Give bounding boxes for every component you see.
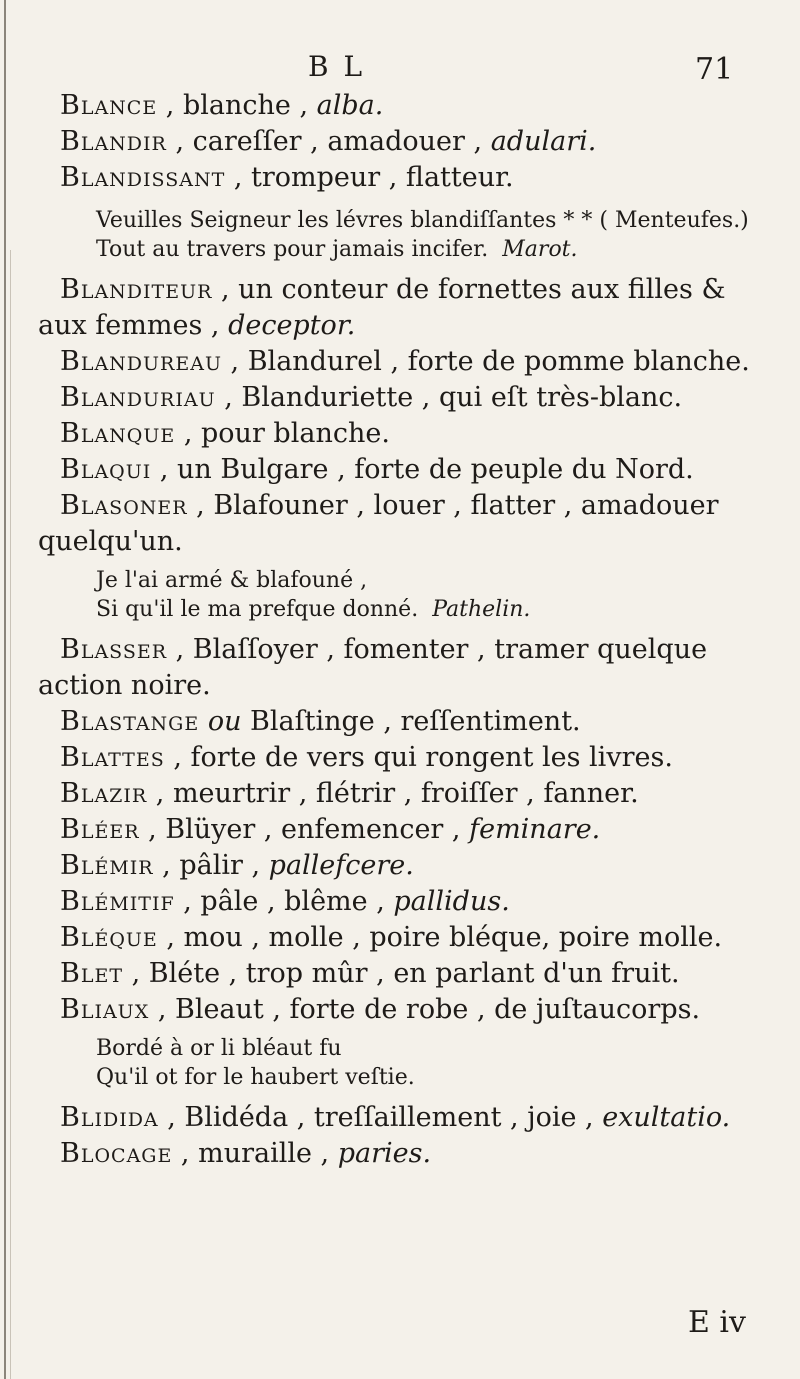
entry-blemir: Blémir , pâlir , pallefcere. bbox=[60, 850, 414, 881]
entry-bleque: Bléque , mou , molle , poire bléque, poire molle. bbox=[60, 922, 723, 953]
entry-blandir: Blandir , careſſer , amadouer , adulari. bbox=[60, 126, 597, 157]
quote-marot: Veuilles Seigneur les lévres blandiſſantes * * ( Menteufes.) Tout au travers pour jamais incifer. Marot. bbox=[96, 208, 749, 262]
entry-blazir: Blazir , meurtrir , flétrir , froiſſer , fanner. bbox=[60, 778, 639, 809]
signature-mark: E iv bbox=[688, 1305, 746, 1340]
entry-blasoner: Blasoner , Blafouner , louer , flatter , amadouer quelqu'un. bbox=[38, 490, 719, 557]
running-head-title: B L bbox=[308, 50, 366, 83]
page-number: 71 bbox=[695, 52, 734, 87]
page-edge-rule bbox=[4, 0, 6, 1379]
entry-blanque: Blanque , pour blanche. bbox=[60, 418, 390, 449]
entry-blet: Blet , Bléte , trop mûr , en parlant d'un fruit. bbox=[60, 958, 680, 989]
quote-pathelin: Je l'ai armé & blafouné , Si qu'il le ma prefque donné. Pathelin. bbox=[96, 568, 531, 622]
entry-blaqui: Blaqui , un Bulgare , forte de peuple du Nord. bbox=[60, 454, 694, 485]
running-head bbox=[0, 50, 800, 90]
entry-blanditeur: Blanditeur , un conteur de fornettes aux filles & aux femmes , deceptor. bbox=[38, 274, 726, 341]
page-edge-rule-inner bbox=[10, 250, 11, 1379]
quote-bliaux: Bordé à or li bléaut fu Qu'il ot for le haubert veſtie. bbox=[96, 1036, 415, 1090]
entry-blance: Blance , blanche , alba. bbox=[60, 90, 384, 121]
entry-blandissant: Blandissant , trompeur , flatteur. bbox=[60, 162, 514, 193]
entry-blasser: Blasser , Blaſſoyer , fomenter , tramer quelque action noire. bbox=[38, 634, 708, 701]
entry-blandureau: Blandureau , Blandurel , forte de pomme blanche. bbox=[60, 346, 750, 377]
entry-blidida: Blidida , Blidéda , treſſaillement , joie , exultatio. bbox=[60, 1102, 731, 1133]
entry-blanduriau: Blanduriau , Blanduriette , qui eſt très-blanc. bbox=[60, 382, 683, 413]
entry-blastange: Blastange ou Blaſtinge , reſſentiment. bbox=[60, 706, 581, 737]
entry-blemitif: Blémitif , pâle , blême , pallidus. bbox=[60, 886, 510, 917]
entry-blattes: Blattes , forte de vers qui rongent les livres. bbox=[60, 742, 673, 773]
entry-blocage: Blocage , muraille , paries. bbox=[60, 1138, 432, 1169]
entry-bleer: Bléer , Blüyer , enfemencer , feminare. bbox=[60, 814, 601, 845]
entry-bliaux: Bliaux , Bleaut , forte de robe , de juſtaucorps. bbox=[60, 994, 701, 1025]
dictionary-text bbox=[38, 88, 768, 1172]
